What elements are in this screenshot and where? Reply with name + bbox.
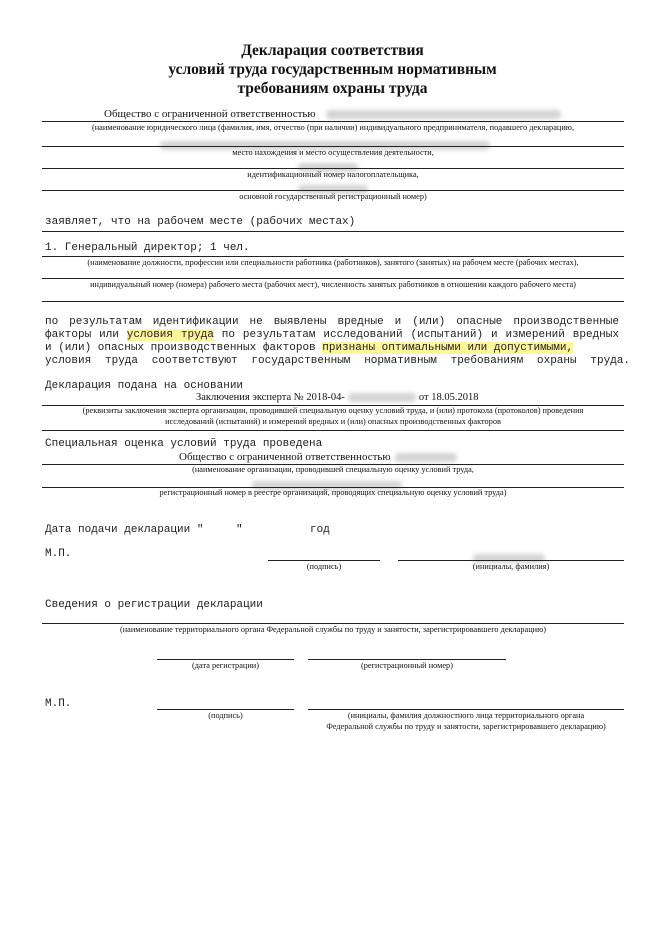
basis-value	[196, 392, 478, 403]
title-line-2: условий труда государственным нормативным	[168, 61, 497, 78]
registration-mp: М.П.	[45, 698, 72, 710]
caption-basis-2: исследований (испытаний) и измерений вредных и (или) опасных производственных факторов	[165, 417, 501, 426]
org-name-text: Общество с ограниченной ответственностью	[104, 108, 316, 120]
caption-registration-official-2: Федеральной службы по труду и занятости, зарегистрировавшего декларацию)	[326, 722, 606, 731]
title-line-3: требованиям охраны труда	[237, 80, 428, 97]
caption-assessment-2: регистрационный номер в реестре организаций, проводящих специальную оценку условий труда)	[159, 488, 507, 497]
basis-value-a: Заключения эксперта № 2018-04-	[196, 392, 345, 403]
submission-date-quote: "	[236, 524, 243, 536]
caption-basis-1: (реквизиты заключения эксперта организации, проводившей специальную оценку условий труда, и (или) протокола (протоколов) проведения	[82, 406, 584, 415]
caption-submission-sign: (подпись)	[306, 562, 342, 571]
result-line-4: условия труда соответствуют государственным нормативным требованиям охраны труда.	[45, 355, 630, 367]
title-line-1: Декларация соответствия	[241, 42, 424, 59]
submission-date-label: Дата подачи декларации "	[45, 524, 204, 536]
caption-ogrn: основной государственный регистрационный номер)	[239, 192, 427, 201]
result-line-1: по результатам идентификации не выявлены вредные и (или) опасные производственные	[45, 316, 619, 328]
caption-registration-number: (регистрационный номер)	[361, 661, 453, 670]
caption-submission-initials: (инициалы, фамилия)	[472, 562, 550, 571]
caption-registration-sign: (подпись)	[208, 711, 243, 720]
workplace-value: 1. Генеральный директор; 1 чел.	[45, 242, 250, 254]
caption-assessment-1: (наименование организации, проводившей специальную оценку условий труда,	[192, 465, 474, 474]
caption-org-name: (наименование юридического лица (фамилия, имя, отчество (при наличии) индивидуального предпринимателя, подавшего декларацию,	[91, 123, 575, 132]
assessment-value-text: Общество с ограниченной ответственностью	[179, 451, 391, 463]
redacted-org-name	[326, 110, 561, 119]
assessment-value	[179, 451, 457, 463]
org-name	[104, 108, 561, 120]
highlight-conditions: условия труда	[126, 329, 214, 341]
basis-value-b: от 18.05.2018	[418, 392, 479, 403]
registration-label: Сведения о регистрации декларации	[45, 599, 263, 611]
highlight-optimal: признаны оптимальными или допустимыми,	[322, 342, 574, 354]
caption-workplace-2: индивидуальный номер (номера) рабочего места (рабочих мест), численность занятых работников в отношении каждого рабочего места)	[90, 280, 576, 289]
caption-registration-date: (дата регистрации)	[192, 661, 259, 670]
result-line-3: и (или) опасных производственных факторов признаны оптимальными или допустимыми,	[45, 342, 574, 354]
caption-address: место нахождения и место осуществления деятельности,	[232, 148, 434, 157]
caption-registration-org: (наименование территориального органа Федеральной службы по труду и занятости, зарегистрировавшего декларацию)	[119, 625, 547, 634]
redacted-assessment-org	[395, 453, 457, 462]
submission-year: год	[310, 524, 330, 536]
assessment-label: Специальная оценка условий труда проведена	[45, 438, 323, 450]
declares-text: заявляет, что на рабочем месте (рабочих местах)	[45, 216, 356, 228]
result-line-2: факторы или условия труда по результатам исследований (испытаний) и измерений вредных	[45, 329, 619, 341]
caption-inn: идентификационный номер налогоплательщика,	[247, 170, 419, 179]
redacted-basis-number	[348, 393, 416, 402]
caption-registration-official-1: (инициалы, фамилия должностного лица территориального органа	[347, 711, 585, 720]
caption-workplace-1: (наименование должности, профессии или специальности работника (работников), занятого (занятых) на рабочем месте (рабочих местах),	[87, 258, 579, 267]
submission-mp: М.П.	[45, 548, 72, 560]
basis-label: Декларация подана на основании	[45, 380, 244, 392]
